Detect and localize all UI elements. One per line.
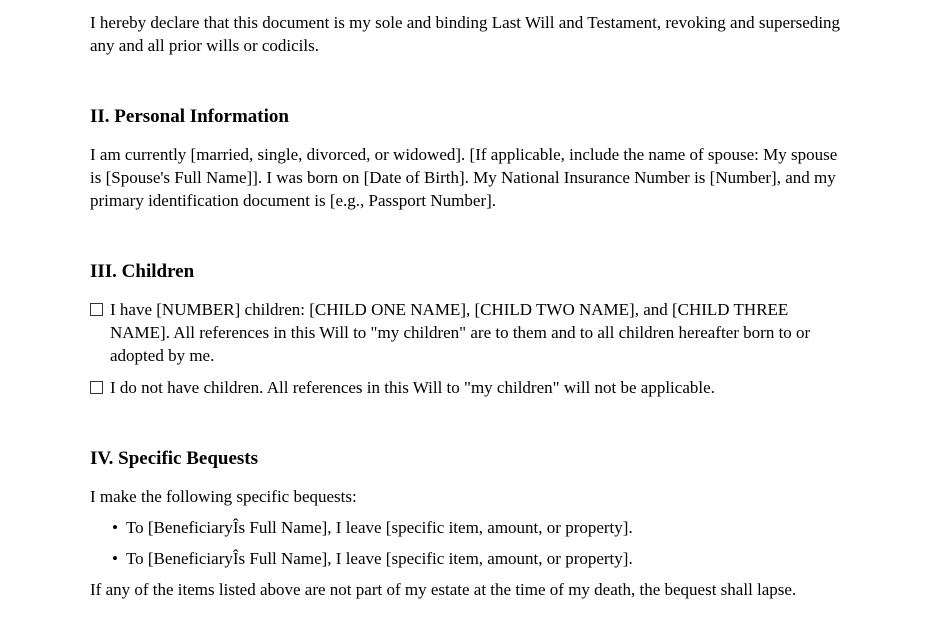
children-option-no-children-text: I do not have children. All references in this Will to "my children" will not be applicable.	[110, 378, 715, 397]
children-option-have-children-text: I have [NUMBER] children: [CHILD ONE NAME], [CHILD TWO NAME], and [CHILD THREE NAME]. All references in this Will to "my children" are to them and to all children hereafter born to or adopted by me.	[110, 300, 811, 365]
bequests-intro-paragraph: I make the following specific bequests:	[90, 487, 357, 506]
bullet-icon: •	[112, 518, 118, 537]
children-option-have-children	[90, 298, 842, 367]
bequests-lapse-paragraph: If any of the items listed above are not part of my estate at the time of my death, the bequest shall lapse.	[90, 580, 797, 599]
bullet-icon: •	[112, 549, 118, 568]
children-option-no-children	[90, 376, 842, 399]
bequest-list-item	[90, 516, 842, 539]
checkbox-unchecked-icon	[90, 303, 103, 316]
bequest-item-text: To [BeneficiaryÎs Full Name], I leave [specific item, amount, or property].	[125, 518, 633, 537]
bequest-list	[90, 516, 842, 570]
checkbox-unchecked-icon	[90, 381, 103, 394]
section-heading-specific-bequests: IV. Specific Bequests	[90, 448, 259, 469]
bequest-list-item	[90, 547, 842, 570]
declaration-paragraph: I hereby declare that this document is my sole and binding Last Will and Testament, revoking and superseding any and all prior wills or codicils.	[90, 13, 841, 55]
section-heading-children: III. Children	[90, 261, 195, 282]
personal-information-paragraph: I am currently [married, single, divorced, or widowed]. [If applicable, include the name of spouse: My spouse is [Spouse's Full Name]]. I was born on [Date of Birth]. My National Insurance Number is [Number], and my primary identification document is [e.g., Passport Number].	[90, 145, 838, 210]
section-heading-personal-information: II. Personal Information	[90, 106, 289, 127]
bequest-item-text: To [BeneficiaryÎs Full Name], I leave [specific item, amount, or property].	[125, 549, 633, 568]
